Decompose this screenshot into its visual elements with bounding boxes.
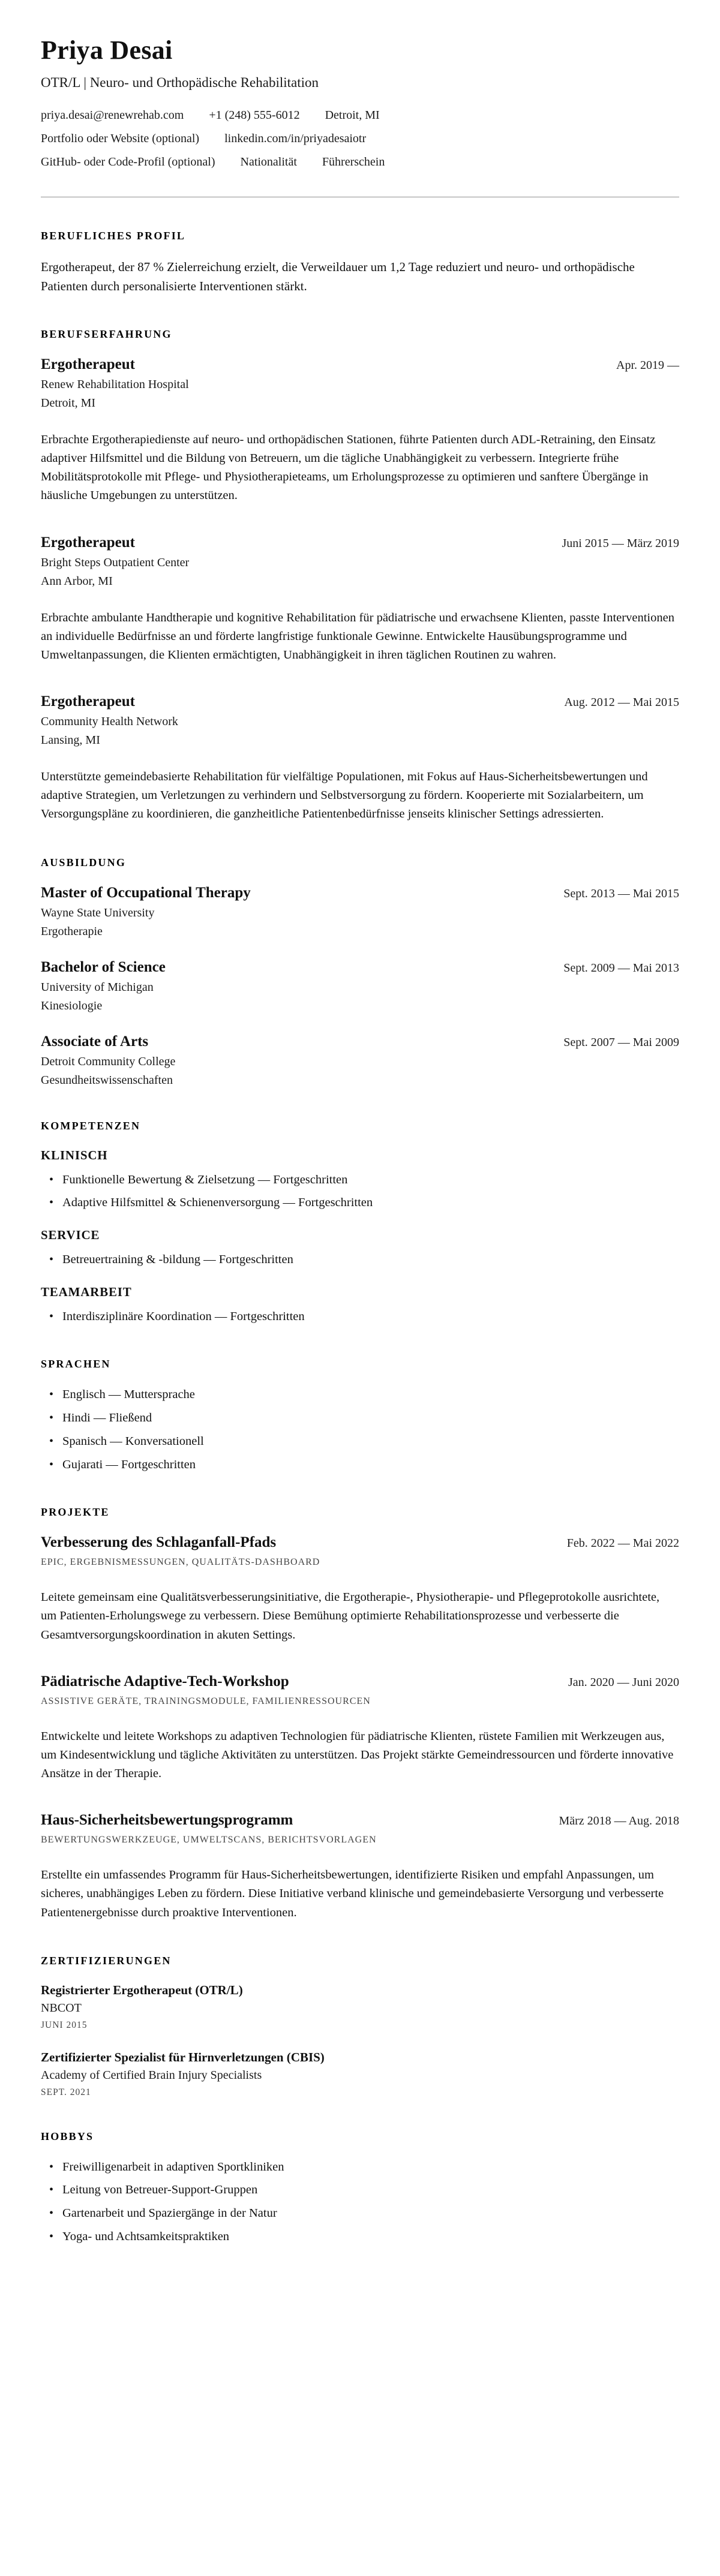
- certification-name: Zertifizierter Spezialist für Hirnverletzungen (CBIS): [41, 2049, 325, 2064]
- language-list: [41, 1386, 679, 1474]
- job-company: Renew Rehabilitation Hospital: [41, 378, 189, 391]
- contact-row-3: [41, 155, 679, 169]
- project-title: Pädiatrische Adaptive-Tech-Workshop: [41, 1673, 289, 1690]
- certification-issuer: NBCOT: [41, 2001, 82, 2015]
- school-name: University of Michigan: [41, 980, 154, 994]
- certification-issuer: Academy of Certified Brain Injury Specialists: [41, 2068, 262, 2082]
- project-entry: [41, 1534, 679, 1644]
- degree-title: Bachelor of Science: [41, 958, 166, 975]
- section-heading-profile: BERUFLICHES PROFIL: [41, 230, 186, 242]
- experience-entry: [41, 534, 679, 665]
- project-description: Entwickelte und leitete Workshops zu adaptiven Technologien für pädiatrische Klienten, rüstete Familien mit Werkzeugen aus, um Kindesentwicklung und tägliche Aktivitäten zu unterstützen. Das Projekt stärkte Gemeindressourcen und förderte innovative Ansätze in der Therapie.: [41, 1729, 674, 1781]
- certification-date: JUNI 2015: [41, 2019, 88, 2030]
- project-title: Verbesserung des Schlaganfall-Pfads: [41, 1534, 277, 1551]
- hobby-item: • Leitung von Betreuer-Support-Gruppen: [49, 2181, 679, 2199]
- project-entry-head: [41, 1673, 679, 1690]
- skill-list: [41, 1308, 679, 1326]
- section-heading-skills: KOMPETENZEN: [41, 1119, 141, 1132]
- project-entry: [41, 1673, 679, 1783]
- section-heading-experience: BERUFSERFAHRUNG: [41, 328, 172, 340]
- language-item: • Hindi — Fließend: [49, 1409, 679, 1427]
- project-tags: EPIC, ERGEBNISMESSUNGEN, QUALITÄTS-DASHBOARD: [41, 1557, 320, 1568]
- job-title: Ergotherapeut: [41, 693, 135, 710]
- section-heading-education: AUSBILDUNG: [41, 856, 127, 868]
- job-dates: Aug. 2012 — Mai 2015: [564, 696, 679, 710]
- profile-text: Ergotherapeut, der 87 % Zielerreichung erzielt, die Verweildauer um 1,2 Tage reduziert und neuro- und orthopädische Patienten durch personalisierte Interventionen stärkt.: [41, 260, 635, 293]
- section-profile: [41, 230, 679, 296]
- education-entry: [41, 885, 679, 939]
- project-entry-head: [41, 1812, 679, 1829]
- education-entry-head: [41, 1033, 679, 1050]
- education-entry: [41, 1033, 679, 1087]
- experience-entry-head: [41, 356, 679, 373]
- language-item: • Spanisch — Konversationell: [49, 1433, 679, 1451]
- project-tags: BEWERTUNGSWERKZEUGE, UMWELTSCANS, BERICHTSVORLAGEN: [41, 1835, 377, 1845]
- certification-entry: [41, 2050, 679, 2098]
- job-description: Erbrachte ambulante Handtherapie und kognitive Rehabilitation für pädiatrische und erwachsene Klienten, passte Interventionen an individuelle Bedürfnisse an und förderte langfristige funktionale Gewinne. Entwickelte Hausübungsprogramme und Umweltanpassungen, die Klienten ermächtigten, Unabhängigkeit in ihren täglichen Routinen zu wahren.: [41, 611, 674, 662]
- section-hobbies: [41, 2130, 679, 2246]
- project-entry-head: [41, 1534, 679, 1551]
- section-education: [41, 856, 679, 1087]
- certification-entry: [41, 1983, 679, 2031]
- project-dates: März 2018 — Aug. 2018: [559, 1814, 679, 1828]
- project-dates: Jan. 2020 — Juni 2020: [568, 1675, 679, 1689]
- job-description: Erbrachte Ergotherapiedienste auf neuro- und orthopädischen Stationen, führte Patienten durch ADL-Retraining, den Einsatz adaptiver Hilfsmittel und die Bildung von Betreuern, um die tägliche Unabhängigkeit zu verbessern. Integrierte frühe Mobilitätsprotokolle mit Pflege- und Physiotherapieteams, um Erholungsprozesse zu optimieren und sanftere Übergänge in häusliche Umgebungen zu unterstützen.: [41, 433, 656, 503]
- contact-location: Detroit, MI: [325, 109, 380, 122]
- experience-entry: [41, 356, 679, 506]
- job-location: Detroit, MI: [41, 396, 96, 410]
- contact-email: priya.desai@renewrehab.com: [41, 109, 184, 122]
- education-entry: [41, 959, 679, 1013]
- skill-list: [41, 1171, 679, 1212]
- section-skills: [41, 1120, 679, 1326]
- section-certifications: [41, 1955, 679, 2098]
- job-company: Community Health Network: [41, 715, 178, 729]
- section-projects: [41, 1506, 679, 1922]
- certification-name: Registrierter Ergotherapeut (OTR/L): [41, 1982, 243, 1997]
- skill-list: [41, 1251, 679, 1269]
- job-title: Ergotherapeut: [41, 356, 135, 372]
- skill-group-teamwork: [41, 1285, 679, 1326]
- experience-entry-head: [41, 534, 679, 551]
- person-tagline: OTR/L | Neuro- und Orthopädische Rehabilitation: [41, 75, 319, 90]
- section-heading-certifications: ZERTIFIZIERUNGEN: [41, 1954, 172, 1967]
- certification-date: SEPT. 2021: [41, 2087, 91, 2097]
- field-of-study: Gesundheitswissenschaften: [41, 1073, 173, 1087]
- project-title: Haus-Sicherheitsbewertungsprogramm: [41, 1812, 293, 1829]
- project-tags: ASSISTIVE GERÄTE, TRAININGSMODULE, FAMILIENRESSOURCEN: [41, 1696, 371, 1706]
- resume-header: [41, 35, 679, 197]
- skill-group-name: SERVICE: [41, 1228, 100, 1242]
- skill-group-name: KLINISCH: [41, 1147, 108, 1162]
- hobby-item: • Freiwilligenarbeit in adaptiven Sportkliniken: [49, 2159, 679, 2177]
- project-entry: [41, 1812, 679, 1922]
- skill-item: • Interdisziplinäre Koordination — Fortgeschritten: [49, 1308, 679, 1326]
- skill-group-clinical: [41, 1148, 679, 1212]
- section-languages: [41, 1358, 679, 1474]
- section-experience: [41, 328, 679, 824]
- skill-group-service: [41, 1228, 679, 1269]
- contact-website: Portfolio oder Website (optional): [41, 132, 200, 145]
- project-description: Erstellte ein umfassendes Programm für Haus-Sicherheitsbewertungen, identifizierte Risiken und empfahl Anpassungen, um sicheres, unabhängiges Leben zu fördern. Diese Initiative verband klinische und gemeindebasierte Versorgung und verbesserte Patientenergebnisse durch proaktive Interventionen.: [41, 1868, 664, 1919]
- experience-entry: [41, 693, 679, 823]
- education-entry-head: [41, 885, 679, 901]
- hobby-item: • Yoga- und Achtsamkeitspraktiken: [49, 2228, 679, 2246]
- degree-title: Associate of Arts: [41, 1033, 149, 1050]
- education-entry-head: [41, 959, 679, 976]
- hobby-list: [41, 2159, 679, 2246]
- job-title: Ergotherapeut: [41, 534, 135, 551]
- skill-item: • Betreuertraining & -bildung — Fortgeschritten: [49, 1251, 679, 1269]
- experience-entry-head: [41, 693, 679, 710]
- person-name: Priya Desai: [41, 35, 173, 65]
- school-name: Wayne State University: [41, 906, 155, 919]
- contact-phone: +1 (248) 555-6012: [209, 109, 300, 122]
- education-dates: Sept. 2007 — Mai 2009: [563, 1035, 679, 1049]
- hobby-item: • Gartenarbeit und Spaziergänge in der Natur: [49, 2205, 679, 2223]
- skill-item: • Funktionelle Bewertung & Zielsetzung — Fortgeschritten: [49, 1171, 679, 1189]
- job-location: Ann Arbor, MI: [41, 574, 113, 588]
- education-dates: Sept. 2013 — Mai 2015: [563, 886, 679, 900]
- project-dates: Feb. 2022 — Mai 2022: [566, 1537, 679, 1550]
- school-name: Detroit Community College: [41, 1054, 176, 1068]
- field-of-study: Kinesiologie: [41, 999, 103, 1012]
- skill-group-name: TEAMARBEIT: [41, 1284, 132, 1299]
- job-dates: Juni 2015 — März 2019: [562, 536, 679, 550]
- section-heading-hobbies: HOBBYS: [41, 2130, 94, 2142]
- job-location: Lansing, MI: [41, 734, 100, 747]
- contact-linkedin: linkedin.com/in/priyadesaiotr: [224, 132, 367, 145]
- language-item: • Gujarati — Fortgeschritten: [49, 1456, 679, 1474]
- job-company: Bright Steps Outpatient Center: [41, 555, 190, 569]
- job-description: Unterstützte gemeindebasierte Rehabilitation für vielfältige Populationen, mit Fokus auf Haus-Sicherheitsbewertungen und adaptive Strategien, um Verletzungen zu verhindern und Selbstversorgung zu fördern. Kooperierte mit Sozialarbeitern, um Versorgungspläne zu koordinieren, die ganzheitliche Patientenbedürfnisse jenseits klinischer Settings adressierten.: [41, 770, 648, 821]
- contact-row-2: [41, 132, 679, 146]
- section-heading-projects: PROJEKTE: [41, 1506, 110, 1519]
- skill-item: • Adaptive Hilfsmittel & Schienenversorgung — Fortgeschritten: [49, 1194, 679, 1212]
- job-dates: Apr. 2019 —: [616, 359, 679, 372]
- contact-row-1: [41, 109, 679, 122]
- section-heading-languages: SPRACHEN: [41, 1358, 111, 1370]
- project-description: Leitete gemeinsam eine Qualitätsverbesserungsinitiative, die Ergotherapie-, Physiotherapie- und Pflegeprotokolle ausrichtete, um Patienten-Erholungswege zu verbessern. Diese Bemühung optimierte Rehabilitationsprozesse und verbesserte die Gesamtversorgungskoordination in akuten Settings.: [41, 1591, 660, 1642]
- contact-nationality: Nationalität: [240, 155, 297, 169]
- contact-github: GitHub- oder Code-Profil (optional): [41, 155, 215, 169]
- degree-title: Master of Occupational Therapy: [41, 884, 251, 901]
- contact-drivers-license: Führerschein: [322, 155, 385, 169]
- language-item: • Englisch — Muttersprache: [49, 1386, 679, 1404]
- education-dates: Sept. 2009 — Mai 2013: [563, 961, 679, 975]
- field-of-study: Ergotherapie: [41, 924, 103, 938]
